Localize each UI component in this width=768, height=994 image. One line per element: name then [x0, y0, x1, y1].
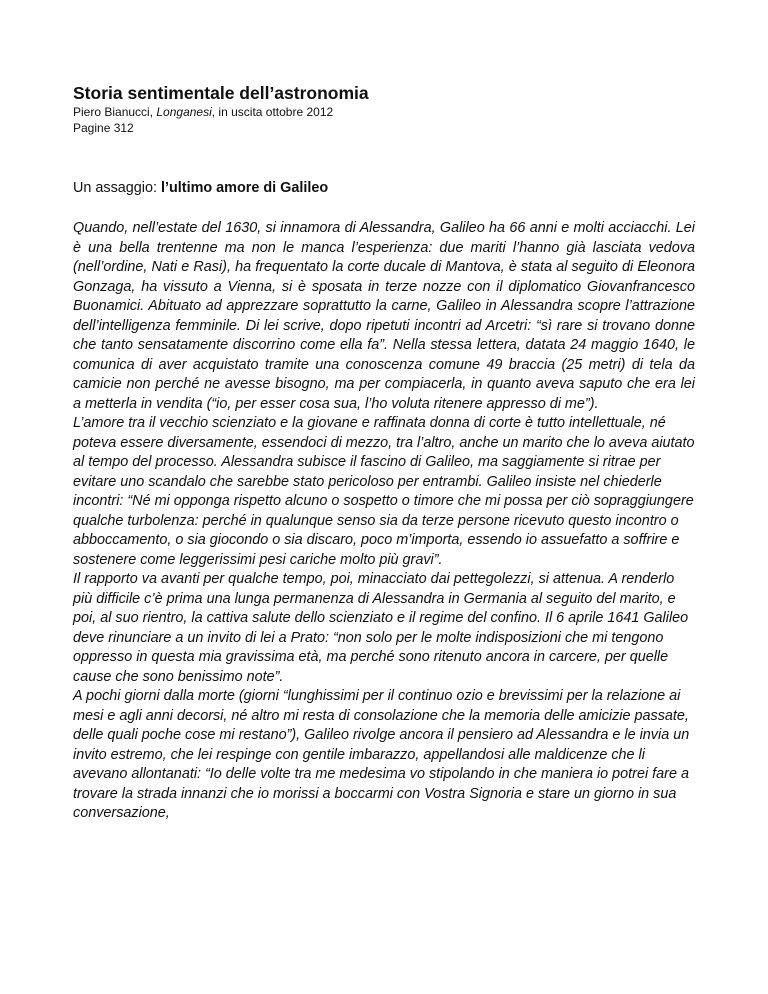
- book-info: [73, 104, 695, 120]
- excerpt-body: [73, 219, 695, 824]
- release-text: , in uscita ottobre 2012: [211, 105, 334, 119]
- document-page: [73, 82, 695, 821]
- page-count: Pagine 312: [73, 121, 134, 135]
- paragraph-3: Il rapporto va avanti per qualche tempo, poi, minacciato dai pettegolezzi, si attenua. A renderlo più difficile c’è prima una lunga permanenza di Alessandra in Germania al seguito del marito, e poi, al suo rientro, la cattiva salute dello scienziato e il regime del confino. Il 6 aprile 1641 Galileo deve rinunciare a un invito di lei a Prato: “non solo per le molte indisposizioni che mi tengono oppresso in questa mia gravissima età, ma perché sono ritenuto ancora in carcere, per quelle cause che sono benissimo note”.: [73, 571, 689, 685]
- paragraph-2: L’amore tra il vecchio scienziato e la giovane e raffinata donna di corte è tutto intellettuale, né poteva essere diversamente, essendoci di mezzo, tra l’altro, anche un marito che lo aveva aiutato al tempo del processo. Alessandra subisce il fascino di Galileo, ma saggiamente si ritrae per evitare uno scandalo che sarebbe stato pericoloso per entrambi. Galileo insiste nel chiederle incontri: “Né mi opponga rispetto alcuno o sospetto o timore che mi possa per ciò sopraggiungere qualche turbolenza: perché in qualunque senso sia da terze persone ricevuto questo incontro o abboccamento, o sia giocondo o sia discaro, poco m’importa, essendo io assuefatto a soffrire e sostenere come leggerissimi pesi cariche molto più gravi”.: [73, 415, 695, 568]
- section-heading: [73, 178, 328, 198]
- section-lead: Un assaggio:: [73, 180, 161, 196]
- paragraph-1: Quando, nell’estate del 1630, si innamora di Alessandra, Galileo ha 66 anni e molti acciacchi. Lei è una bella trentenne ma non le manca l’esperienza: due mariti l’hanno già lasciata vedova (nell’ordine, Nati e Rasi), ha frequentato la corte ducale di Mantova, è stata al seguito di Eleonora Gonzaga, ha vissuto a Vienna, si è sposata in terze nozze con il diplomatico Giovanfrancesco Buonamici. Abituato ad apprezzare soprattutto la carne, Galileo in Alessandra scopre l’attrazione dell’intelligenza femminile. Di lei scrive, dopo ripetuti incontri ad Arcetri: “sì rare si trovano donne che tanto sensatamente discorrino come ella fa”. Nella stessa lettera, datata 24 maggio 1640, le comunica di aver acquistato tramite una conoscenza comune 49 braccia (25 metri) di tela da camicie non perché ne avesse bisogno, ma per compiacerla, in quanto aveva saputo che era lei a metterla in vendita (“io, per esser cosa sua, l’ho voluta ritenere appresso di me”).: [73, 220, 695, 412]
- publisher-name: Longanesi: [156, 105, 212, 119]
- author-text: Piero Bianucci,: [73, 105, 157, 119]
- document-title: Storia sentimentale dell’astronomia: [73, 83, 369, 103]
- section-title: l’ultimo amore di Galileo: [161, 180, 329, 196]
- paragraph-4: A pochi giorni dalla morte (giorni “lunghissimi per il continuo ozio e brevissimi per la relazione ai mesi e agli anni decorsi, né altro mi resta di consolazione che la memoria delle amicizie passate, delle quali poche cose mi restano”), Galileo rivolge ancora il pensiero ad Alessandra e le invia un invito estremo, che lei respinge con gentile imbarazzo, appellandosi alle maldicenze che li avevano allontanati: “Io delle volte tra me medesima vo stipolando in che maniera io potrei fare a trovare la strada innanzi che io morissi a boccarmi con Vostra Signoria e stare un giorno in sua conversazione,: [73, 688, 690, 821]
